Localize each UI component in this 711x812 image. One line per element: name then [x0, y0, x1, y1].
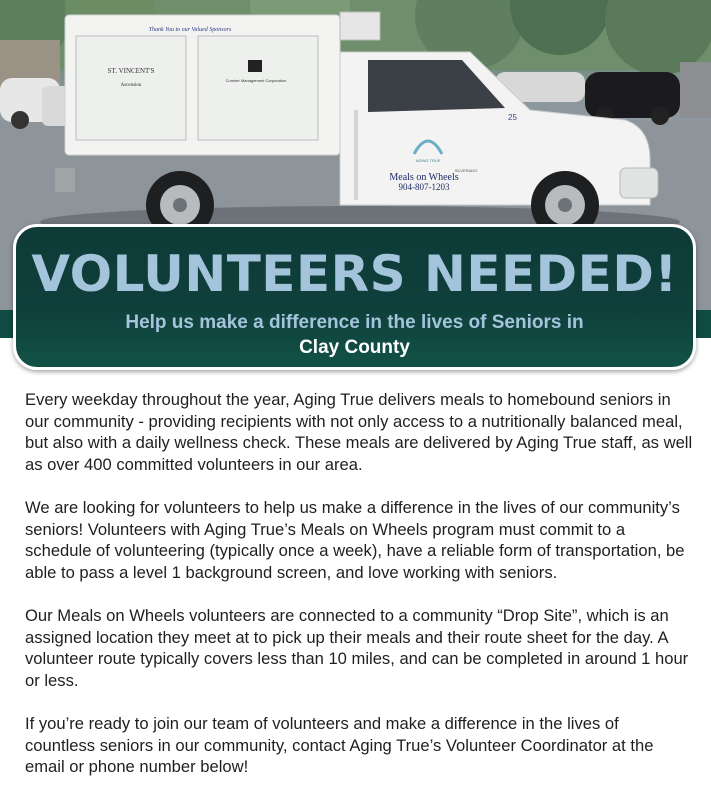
body-text — [25, 389, 693, 799]
sponsor-left-sub-text: Ascension — [120, 83, 142, 88]
paragraph-meals-delivery: Every weekday throughout the year, Aging True delivers meals to homebound seniors in our community - providing recipients with not only access to a nutritionally balanced meal, but also with a daily wellness check. These meals are delivered by Aging True staff, as well as over 400 committed volunteers in our area. — [25, 390, 693, 474]
banner-headline: VOLUNTEERS NEEDED! — [31, 245, 678, 303]
sponsor-banner-text: Thank You to our Valued Sponsors — [148, 27, 232, 33]
banner-subheading-county: Clay County — [299, 337, 410, 358]
door-phone-text: 904-807-1203 — [398, 182, 450, 192]
paragraph-contact-coordinator: If you’re ready to join our team of volunteers and make a difference in the lives of countless seniors in our community, contact Aging True’s Volunteer Coordinator at the email or phone number below! — [25, 713, 654, 777]
door-brand-text: AGING TRUE — [415, 158, 441, 163]
unit-number-text: 25 — [508, 113, 517, 122]
sponsor-left-text: ST. VINCENT'S — [107, 67, 155, 75]
volunteers-banner — [13, 224, 696, 370]
banner-subheading: Help us make a difference in the lives of Seniors in — [125, 312, 584, 333]
paragraph-volunteer-requirements: We are looking for volunteers to help us make a difference in the lives of our community’s seniors! Volunteers with Aging True’s Meals on Wheels program must commit to a schedule of volunteering (typically once a week), have a reliable form of transportation, be able to pass a level 1 background screen, and love working with seniors. — [25, 497, 685, 582]
sponsor-right-text: Cumber Management Corporation — [225, 78, 287, 83]
door-program-text: Meals on Wheels — [389, 172, 459, 183]
paragraph-drop-site: Our Meals on Wheels volunteers are connected to a community “Drop Site”, which is an assigned location they meet at to pick up their meals and their route sheet for the day. A volunteer route typically covers less than 10 miles, and can be completed in around 1 hour or less. — [25, 605, 689, 690]
door-trim-text: SILVERADO — [454, 168, 478, 173]
